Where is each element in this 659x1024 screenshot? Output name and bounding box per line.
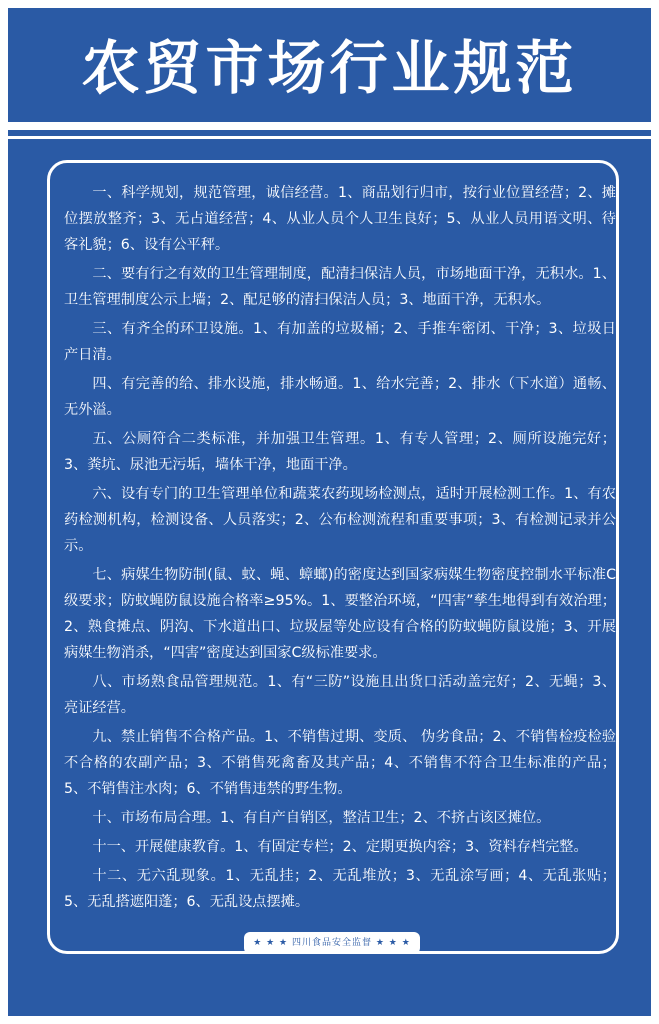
regulation-item: 七、病媒生物防制(鼠、蚊、蝇、蟑螂)的密度达到国家病媒生物密度控制水平标准C级要求；防蚊蝇防鼠设施合格率≥95%。1、要整治环境，“四害”孳生地得到有效治理；2、熟食摊点、阴沟、下水道出口、垃圾屋等处应设有合格的防蚊蝇防鼠设施；3、开展病媒生物消杀，“四害”密度达到国家C级标准要求。 <box>64 567 616 661</box>
regulation-item: 四、有完善的给、排水设施，排水畅通。1、给水完善；2、排水（下水道）通畅、无外溢。 <box>64 376 616 418</box>
regulation-item: 十一、开展健康教育。1、有固定专栏；2、定期更换内容；3、资料存档完整。 <box>92 839 588 855</box>
page-title: 农贸市场行业规范 <box>81 34 578 102</box>
title-divider-thin <box>0 136 659 139</box>
regulation-item: 十二、无六乱现象。1、无乱挂；2、无乱堆放；3、无乱涂写画；4、无乱张贴；5、无乱搭遮阳蓬；6、无乱设点摆摊。 <box>64 868 616 910</box>
regulations-list <box>64 180 616 918</box>
regulation-item: 六、设有专门的卫生管理单位和蔬菜农药现场检测点，适时开展检测工作。1、有农药检测机构，检测设备、人员落实；2、公布检测流程和重要事项；3、有检测记录并公示。 <box>64 486 616 554</box>
regulation-item: 九、禁止销售不合格产品。1、不销售过期、变质、 伪劣食品；2、不销售检疫检验不合格的农副产品；3、不销售死禽畜及其产品；4、不销售不符合卫生标准的产品；5、不销售注水肉；6、不销售违禁的野生物。 <box>64 729 616 797</box>
regulation-item: 三、有齐全的环卫设施。1、有加盖的垃圾桶；2、手推车密闭、干净；3、垃圾日产日清。 <box>64 321 616 363</box>
regulation-item: 八、市场熟食品管理规范。1、有“三防”设施且出货口活动盖完好；2、无蝇；3、亮证经营。 <box>64 674 616 716</box>
regulation-item: 五、公厕符合二类标准，并加强卫生管理。1、有专人管理；2、厕所设施完好；3、粪坑、尿池无污垢，墙体干净，地面干净。 <box>64 431 616 473</box>
footer-badge: ★ ★ ★ 四川食品安全监督 ★ ★ ★ <box>244 932 420 954</box>
title-divider-thick <box>0 122 659 130</box>
regulation-item: 十、市场布局合理。1、有自产自销区，整洁卫生；2、不挤占该区摊位。 <box>92 810 551 826</box>
regulation-item: 二、要有行之有效的卫生管理制度，配清扫保洁人员，市场地面干净，无积水。1、卫生管理制度公示上墙；2、配足够的清扫保洁人员；3、地面干净，无积水。 <box>64 266 616 308</box>
regulation-item: 一、科学规划，规范管理，诚信经营。1、商品划行归市，按行业位置经营；2、摊位摆放整齐；3、无占道经营；4、从业人员个人卫生良好；5、从业人员用语文明、待客礼貌；6、设有公平秤。 <box>64 185 616 253</box>
